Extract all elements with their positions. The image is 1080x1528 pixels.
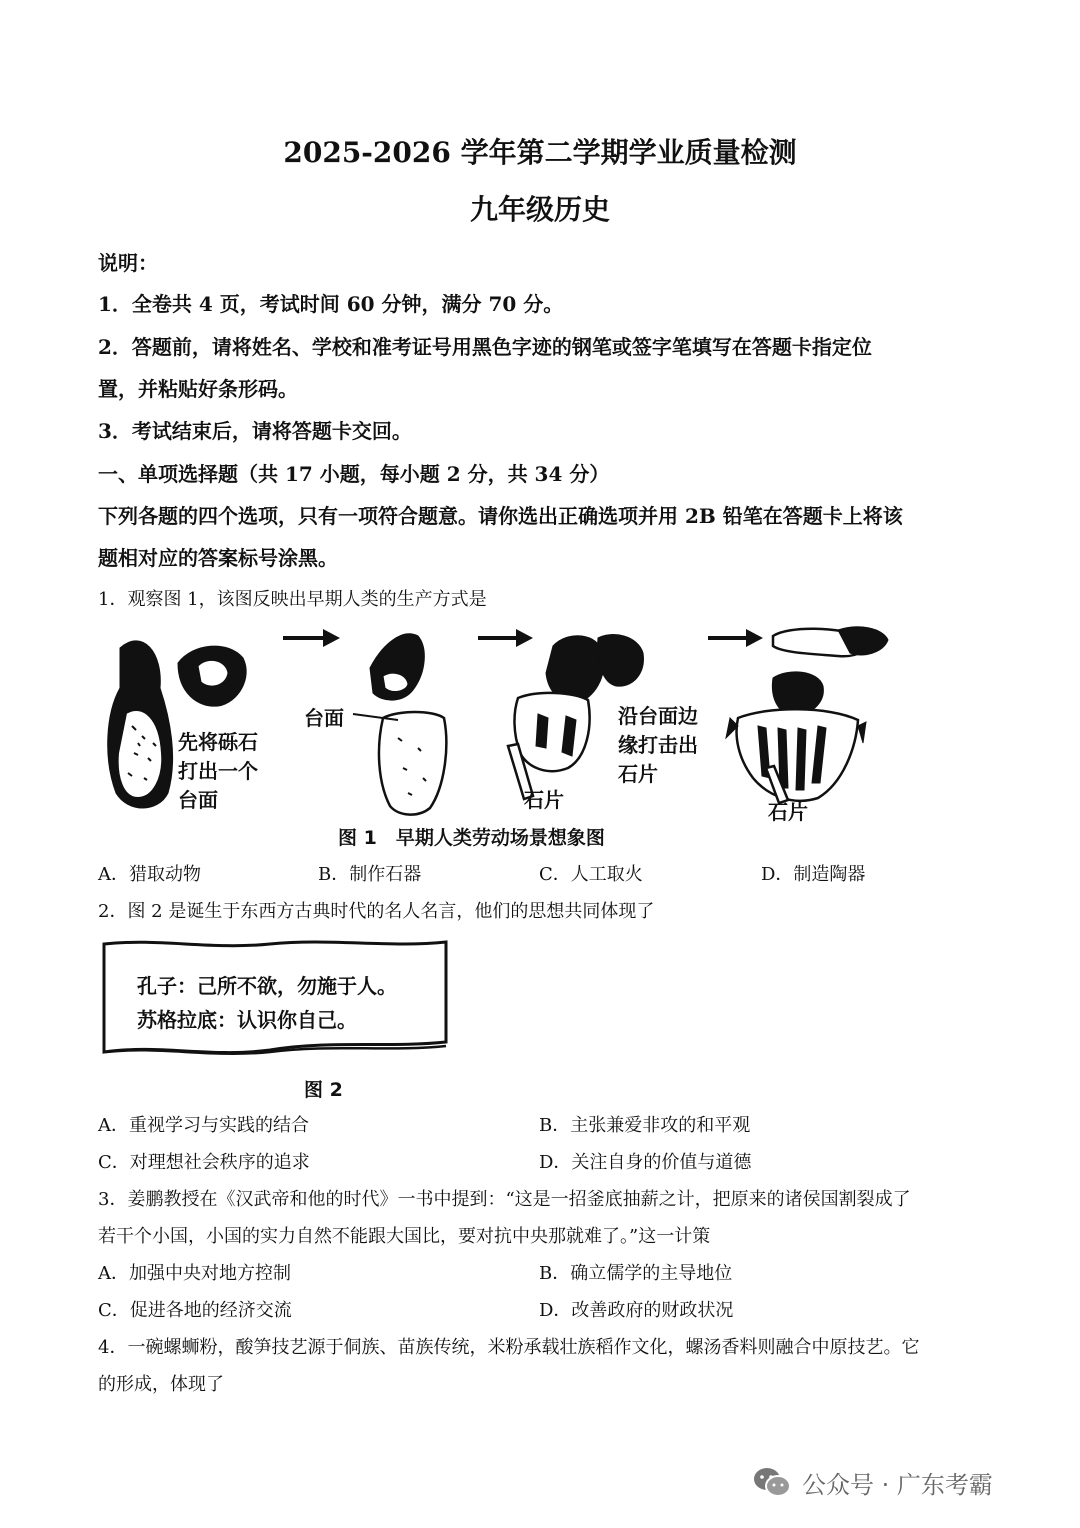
figure-1-label-1c: 台面 — [178, 788, 218, 812]
figure-1-label-platform: 台面 — [304, 706, 344, 730]
wechat-icon — [752, 1466, 792, 1498]
figure-1-label-1b: 打出一个 — [178, 759, 258, 783]
watermark-text: 公众号 · 广东考霸 — [802, 1470, 993, 1499]
figure-2-quote-confucius: 孔子：己所不欲，勿施于人。 — [137, 974, 397, 998]
question-4-stem-b: 的形成，体现了 — [98, 1374, 224, 1395]
instruction-line-3: 3．考试结束后，请将答题卡交回。 — [98, 419, 412, 443]
question-1-stem: 1．观察图 1，该图反映出早期人类的生产方式是 — [98, 589, 487, 610]
watermark — [752, 1462, 993, 1502]
question-3-option-b: B．确立儒学的主导地位 — [539, 1263, 733, 1284]
question-2-option-a: A．重视学习与实践的结合 — [98, 1115, 309, 1136]
figure-1-label-3c: 石片 — [618, 762, 658, 786]
question-1-option-d: D．制造陶器 — [761, 864, 866, 885]
page-title: 2025-2026 学年第二学期学业质量检测 — [283, 136, 797, 169]
instruction-line-1: 1．全卷共 4 页，考试时间 60 分钟，满分 70 分。 — [98, 292, 564, 316]
figure-1-label-1a: 先将砾石 — [178, 730, 258, 754]
figure-1-caption: 图 1 早期人类劳动场景想象图 — [338, 827, 605, 849]
question-2-option-d: D．关注自身的价值与道德 — [539, 1152, 752, 1173]
question-3-stem-b: 若干个小国，小国的实力自然不能跟大国比，要对抗中央那就难了。”这一计策 — [98, 1226, 711, 1247]
figure-1-label-3b: 缘打击出 — [618, 733, 698, 757]
question-2-option-c: C．对理想社会秩序的追求 — [98, 1152, 310, 1173]
figure-2-caption: 图 2 — [304, 1079, 343, 1101]
section-title: 一、单项选择题（共 17 小题，每小题 2 分，共 34 分） — [98, 462, 610, 486]
question-2-option-b: B．主张兼爱非攻的和平观 — [539, 1115, 751, 1136]
stage-2-core — [370, 634, 446, 815]
question-1-option-c: C．人工取火 — [539, 864, 643, 885]
instruction-line-2a: 2．答题前，请将姓名、学校和准考证号用黑色字迹的钢笔或签字笔填写在答题卡指定位 — [98, 335, 872, 359]
instruction-line-2b: 置，并粘贴好条形码。 — [98, 377, 298, 401]
figure-2-quote-socrates: 苏格拉底：认识你自己。 — [137, 1008, 357, 1032]
figure-1-label-chip-1: 石片 — [524, 788, 564, 812]
question-3-option-c: C．促进各地的经济交流 — [98, 1300, 292, 1321]
stage-4-core — [726, 627, 888, 803]
question-3-option-a: A．加强中央对地方控制 — [98, 1263, 291, 1284]
question-3-option-d: D．改善政府的财政状况 — [539, 1300, 734, 1321]
section-desc-a: 下列各题的四个选项，只有一项符合题意。请你选出正确选项并用 2B 铅笔在答题卡上将该 — [98, 504, 903, 528]
question-1-option-a: A．猎取动物 — [98, 864, 201, 885]
figure-1 — [98, 618, 898, 858]
question-2-stem: 2．图 2 是诞生于东西方古典时代的名人名言，他们的思想共同体现了 — [98, 901, 655, 922]
question-4-stem-a: 4．一碗螺蛳粉，酸笋技艺源于侗族、苗族传统，米粉承载壮族稻作文化，螺汤香料则融合中原技艺。它 — [98, 1337, 920, 1358]
figure-1-label-3a: 沿台面边 — [618, 704, 698, 728]
instructions-heading: 说明： — [98, 251, 158, 275]
figure-2-scroll — [100, 936, 452, 1066]
figure-1-label-chip-2: 石片 — [768, 800, 808, 824]
question-1-option-b: B．制作石器 — [318, 864, 422, 885]
section-desc-b: 题相对应的答案标号涂黑。 — [98, 546, 338, 570]
question-3-stem-a: 3．姜鹏教授在《汉武帝和他的时代》一书中提到：“这是一招釜底抽薪之计，把原来的诸侯国割裂成了 — [98, 1189, 911, 1210]
page-subtitle: 九年级历史 — [469, 193, 610, 226]
